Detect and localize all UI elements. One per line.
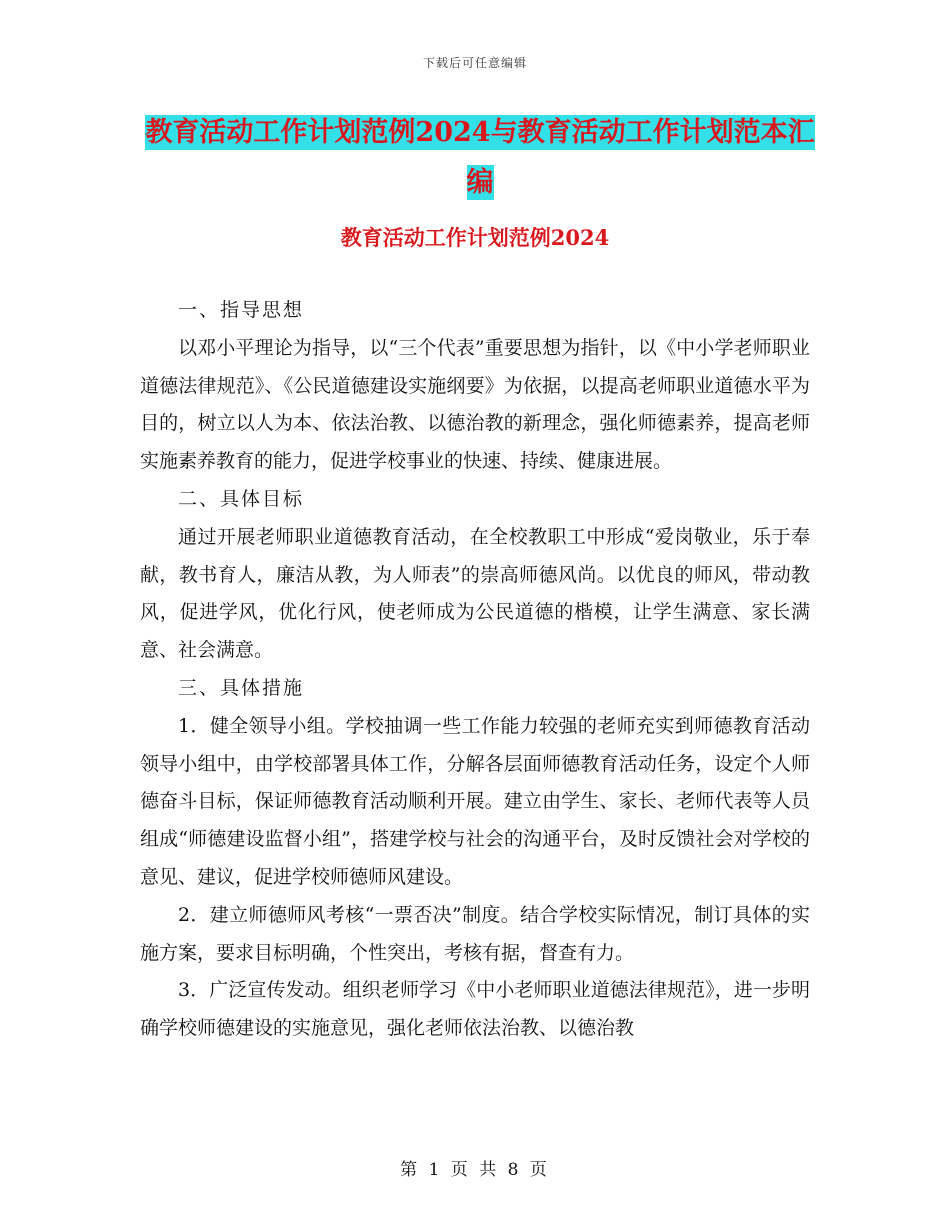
paragraph-heading-specific-measures: 三、具体措施 <box>178 676 305 699</box>
document-title-text: 教育活动工作计划范例2024与教育活动工作计划范本汇编 <box>145 117 815 198</box>
header-note: 下载后可任意编辑 <box>422 56 527 70</box>
paragraph-heading-guiding-ideology: 一、指导思想 <box>178 299 305 321</box>
paragraph-measure-2: 2．建立师德师风考核“一票否决”制度。结合学校实际情况，制订具体的实施方案，要求目标明确，个性突出，考核有据，督查有力。 <box>140 903 810 964</box>
paragraph-heading-specific-goals: 二、具体目标 <box>178 487 305 510</box>
page-indicator: 第 1 页 共 8 页 <box>400 1160 550 1180</box>
document-body <box>140 292 810 1048</box>
document-title <box>140 108 820 208</box>
paragraph-measure-1: 1．健全领导小组。学校抽调一些工作能力较强的老师充实到师德教育活动领导小组中，由学校部署具体工作，分解各层面师德教育活动任务，设定个人师德奋斗目标，保证师德教育活动顺利开展。建立由学生、家长、老师代表等人员组成“师德建设监督小组”，搭建学校与社会的沟通平台，及时反馈社会对学校的意见、建议，促进学校师德师风建设。 <box>140 714 810 888</box>
paragraph-guiding-ideology: 以邓小平理论为指导，以“三个代表”重要思想为指针，以《中小学老师职业道德法律规范》、《公民道德建设实施纲要》为依据，以提高老师职业道德水平为目的，树立以人为本、依法治教、以德治教的新理念，强化师德素养，提高老师实施素养教育的能力，促进学校事业的快速、持续、健康进展。 <box>140 336 810 473</box>
paragraph-measure-3: 3．广泛宣传发动。组织老师学习《中小老师职业道德法律规范》，进一步明确学校师德建设的实施意见，强化老师依法治教、以德治教 <box>140 979 810 1040</box>
section-title: 教育活动工作计划范例2024 <box>340 225 610 250</box>
paragraph-specific-goals: 通过开展老师职业道德教育活动，在全校教职工中形成“爱岗敬业，乐于奉献，教书育人，廉洁从教，为人师表”的崇高师德风尚。以优良的师风，带动教风，促进学风，优化行风，使老师成为公民道德的楷模，让学生满意、家长满意、社会满意。 <box>140 525 810 662</box>
